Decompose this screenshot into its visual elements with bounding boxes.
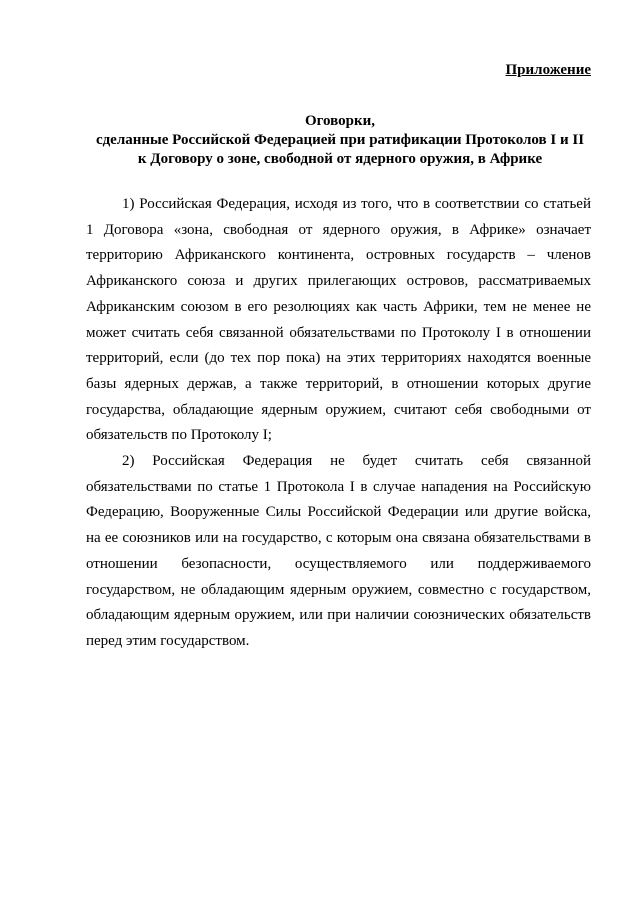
- appendix-label: Приложение: [505, 62, 591, 78]
- title-line-1: Оговорки,: [304, 113, 376, 129]
- paragraph-2: 2) Российская Федерация не будет считать себя связанной обязательствами по статье 1 Протокола I в случае нападения на Российскую Федерацию, Вооруженные Силы Российской Федерации или другие войска, на ее союзников или на государство, с которым она связана обязательствами в отношении безопасности, осуществляемого или поддерживаемого государством, не обладающим ядерным оружием, совместно с государством, обладающим ядерным оружием, или при наличии союзнических обязательств перед этим государством.: [86, 453, 591, 649]
- document-body: [86, 192, 591, 655]
- title-line-3: к Договору о зоне, свободной от ядерного оружия, в Африке: [137, 151, 543, 167]
- paragraph-1: 1) Российская Федерация, исходя из того, что в соответствии со статьей 1 Договора «зона, свободная от ядерного оружия, в Африке» означает территорию Африканского континента, островных государств – членов Африканского союза и других прилегающих островов, рассматриваемых Африканским союзом в его резолюциях как часть Африки, тем не менее не может считать себя связанной обязательствами по Протоколу I в отношении территорий, если (до тех пор пока) на этих территориях находятся военные базы ядерных держав, а также территорий, в отношении которых другие государства, обладающие ядерным оружием, считают себя свободными от обязательств по Протоколу I;: [86, 196, 591, 444]
- title-line-2: сделанные Российской Федерацией при ратификации Протоколов I и II: [95, 132, 585, 148]
- document-title: [75, 112, 605, 169]
